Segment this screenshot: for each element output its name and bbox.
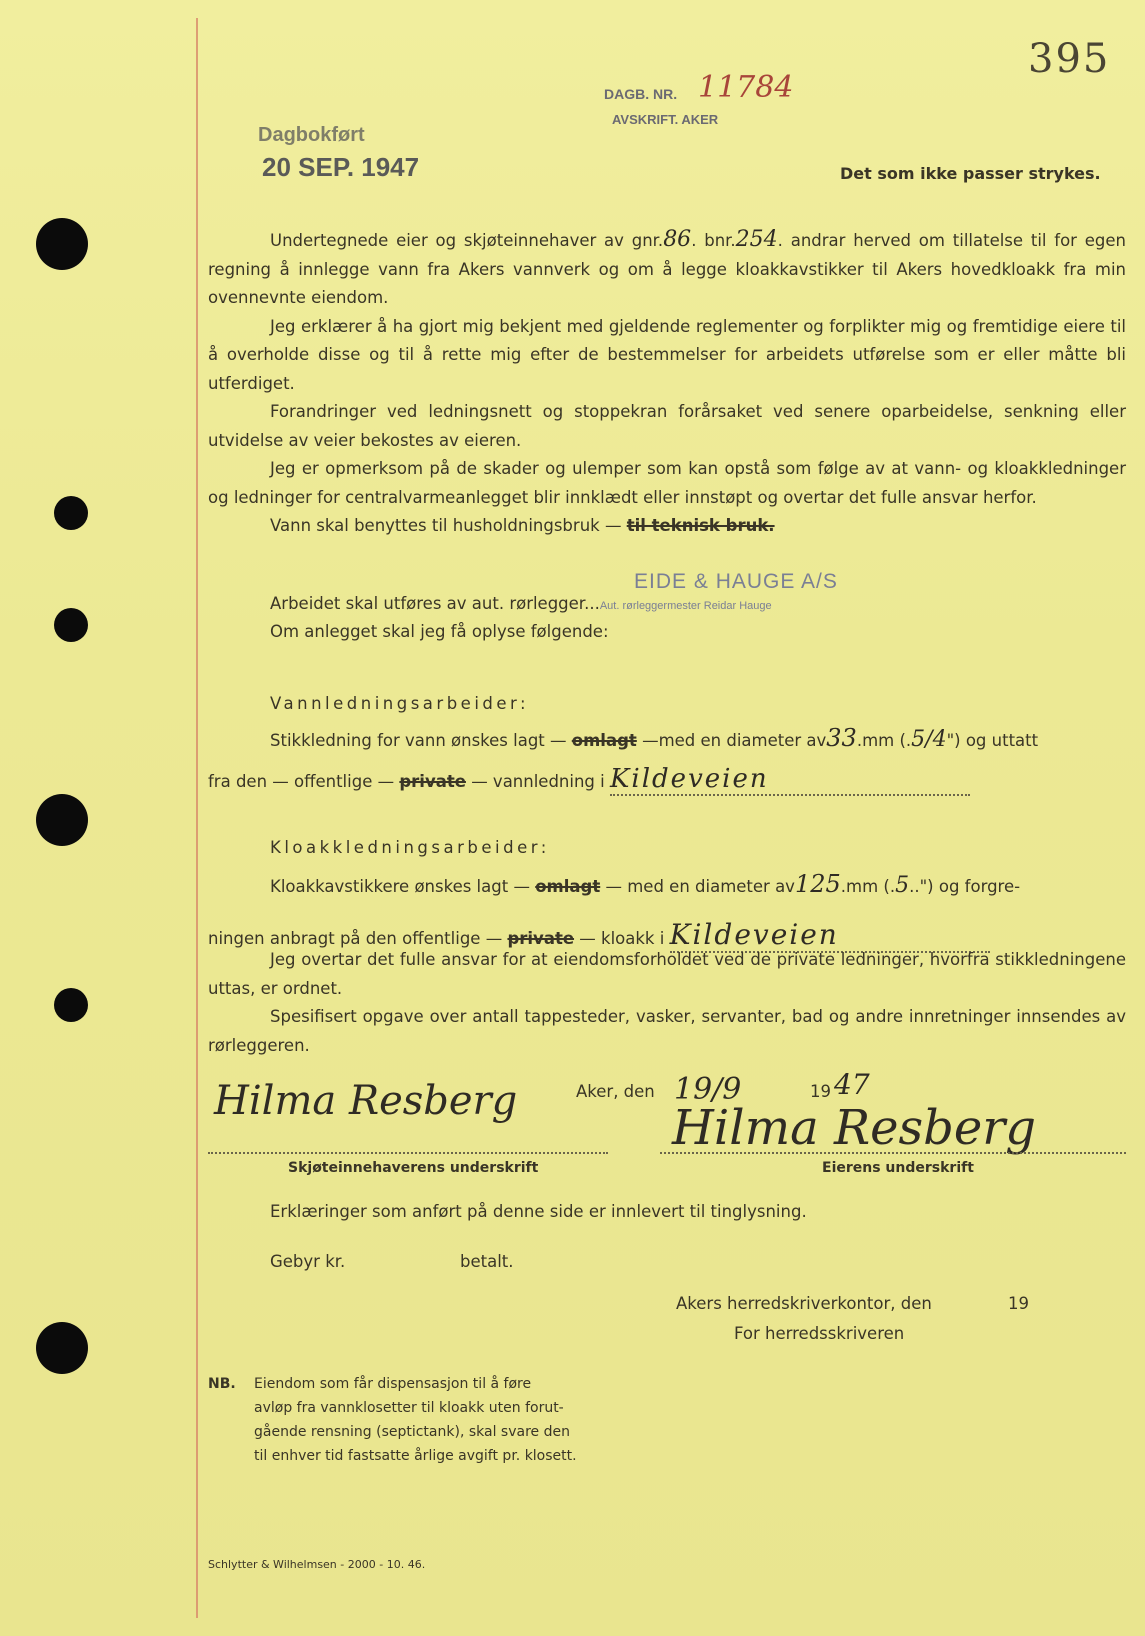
sewer-text-f: — kloakk i [579,929,665,948]
dagb-stamp-label: DAGB. NR. [604,86,678,102]
binder-hole [54,496,88,530]
office-year: 19 [1008,1294,1029,1313]
water-line-2 [208,764,970,796]
water-text-c: .mm (. [856,731,912,750]
binder-hole [54,988,88,1022]
owner-caption: Eierens underskrift [822,1160,974,1176]
info-line: Om anlegget skal jeg få oplyse følgende: [270,622,609,641]
nb-line: gående rensning (septictank), skal svare den [254,1424,570,1440]
water-struck-private: private [399,772,466,791]
holder-signature-line [208,1152,608,1154]
margin-rule [196,18,198,1618]
dagbokfort-stamp: Dagbokført [258,124,365,146]
usage-struck: til teknisk bruk. [626,516,775,535]
binder-hole [36,1322,88,1374]
water-text-e: fra den — offentlige — [208,772,395,791]
fee-label: Gebyr kr. [270,1252,346,1271]
sewer-diameter-in: 5 [895,873,910,898]
water-diameter-mm: 33 [826,724,857,752]
place-date-label: Aker, den [576,1082,655,1101]
sewer-struck-private: private [507,929,575,948]
sewer-text-a: Kloakkavstikkere ønskes lagt — [270,877,530,896]
bnr-value: 254 [735,227,778,252]
page-number: 395 [1028,36,1111,82]
nb-note [208,1372,577,1468]
plumber-line [270,594,772,613]
date-handwritten: 19/9 [674,1072,742,1107]
sewer-struck-omlagt: omlagt [535,877,601,896]
plumber-label: Arbeidet skal utføres av aut. rørlegger... [270,594,600,613]
sewer-text-e: ningen anbragt på den offentlige — [208,929,503,948]
application-text-a: Undertegnede eier og skjøteinnehaver av gnr. [270,231,664,250]
water-text-b: —med en diameter av [642,731,827,750]
date-stamp: 20 SEP. 1947 [262,152,420,182]
application-text-b: . bnr. [691,231,736,250]
sewer-text-d: ..") og forgre- [909,877,1021,896]
declaration-line: Erklæringer som anført på denne side er innlevert til tinglysning. [270,1202,807,1221]
nb-note-row [208,1372,577,1468]
holder-signature: Hilma Resberg [214,1078,518,1124]
nb-line: til enhver tid fastsatte årlige avgift pr. klosett. [254,1448,577,1464]
nb-text [254,1372,577,1468]
binder-hole [54,608,88,642]
water-struck-omlagt: omlagt [571,731,637,750]
sewer-street-value: Kildeveien [669,918,839,951]
paragraph-changes: Forandringer ved ledningsnett og stoppekran forårsaket ved senere oparbeidelse, senkning eller utvidelse av veier bekostes av eieren. [208,402,1126,450]
nb-line: Eiendom som får dispensasjon til å føre [254,1376,532,1392]
application-text-c: . andrar herved om tillatelse til for egen regning å innlegge vann fra Akers vannverk og om å legge kloakkavstikker til Akers hovedkloakk fra min ovennevnte eiendom. [208,231,1126,307]
water-text-a: Stikkledning for vann ønskes lagt — [270,731,567,750]
water-text-d: ") og uttatt [946,731,1039,750]
paragraph-specification: Spesifisert opgave over antall tappesteder, vasker, servanter, bad og andre innretninger innsendes av rørleggeren. [208,1007,1126,1055]
application-text [208,226,1126,541]
usage-text: Vann skal benyttes til husholdningsbruk — [270,516,622,535]
dagb-number-handwritten: 11784 [698,70,794,105]
owner-signature-line [660,1152,1126,1154]
holder-caption: Skjøteinnehaverens underskrift [288,1160,539,1176]
paid-label: betalt. [460,1252,514,1271]
office-line: Akers herredskriverkontor, den [676,1294,932,1313]
year-handwritten: 47 [834,1068,870,1101]
paragraph-responsibility: Jeg overtar det fulle ansvar for at eiendomsforholdet ved de private ledninger, hvorfra stikkledningene uttas, er ordnet. [208,950,1126,998]
paragraph-damages: Jeg er opmerksom på de skader og ulemper som kan opstå som følge av at vann- og kloakkledninger og ledninger for centralvarmeanlegget blir innklædt eller innstøpt og overtar det fulle ansvar herfor. [208,459,1126,507]
sewer-paragraphs [208,946,1126,1060]
paragraph-application [208,226,1126,313]
binder-hole [36,218,88,270]
paragraph-usage [208,512,1126,541]
water-street-field [610,764,970,796]
water-street-value: Kildeveien [609,764,769,794]
sewer-line-1 [270,870,1020,898]
sewer-text-b: — med en diameter av [605,877,795,896]
gnr-value: 86 [663,227,692,252]
water-text-f: — vannledning i [471,772,605,791]
office-sub: For herredsskriveren [734,1324,905,1343]
water-diameter-in: 5/4 [911,727,947,752]
company-stamp: EIDE & HAUGE A/S [634,570,838,593]
avskrift-stamp: AVSKRIFT. AKER [612,112,719,127]
binder-hole [36,794,88,846]
paragraph-regulations: Jeg erklærer å ha gjort mig bekjent med gjeldende reglementer og forplikter mig og fremtidige eiere til å overholde disse og til å rette mig efter de bestemmelser for arbeidets utførelse som er eller måtte bli utferdiget. [208,316,1126,393]
water-heading: Vannledningsarbeider: [270,694,530,713]
nb-line: avløp fra vannklosetter til kloakk uten forut- [254,1400,564,1416]
printer-imprint: Schlytter & Wilhelmsen - 2000 - 10. 46. [208,1558,426,1571]
sewer-heading: Kloakkledningsarbeider: [270,838,550,857]
plumber-stamp: Aut. rørleggermester Reidar Hauge [599,600,772,612]
nb-label: NB. [208,1376,236,1392]
owner-signature: Hilma Resberg [672,1100,1036,1156]
water-line-1 [270,724,1038,752]
sewer-text-c: .mm (. [840,877,896,896]
strike-note: Det som ikke passer strykes. [840,164,1101,183]
year-prefix: 19 [810,1082,831,1101]
sewer-diameter-mm: 125 [794,870,841,898]
